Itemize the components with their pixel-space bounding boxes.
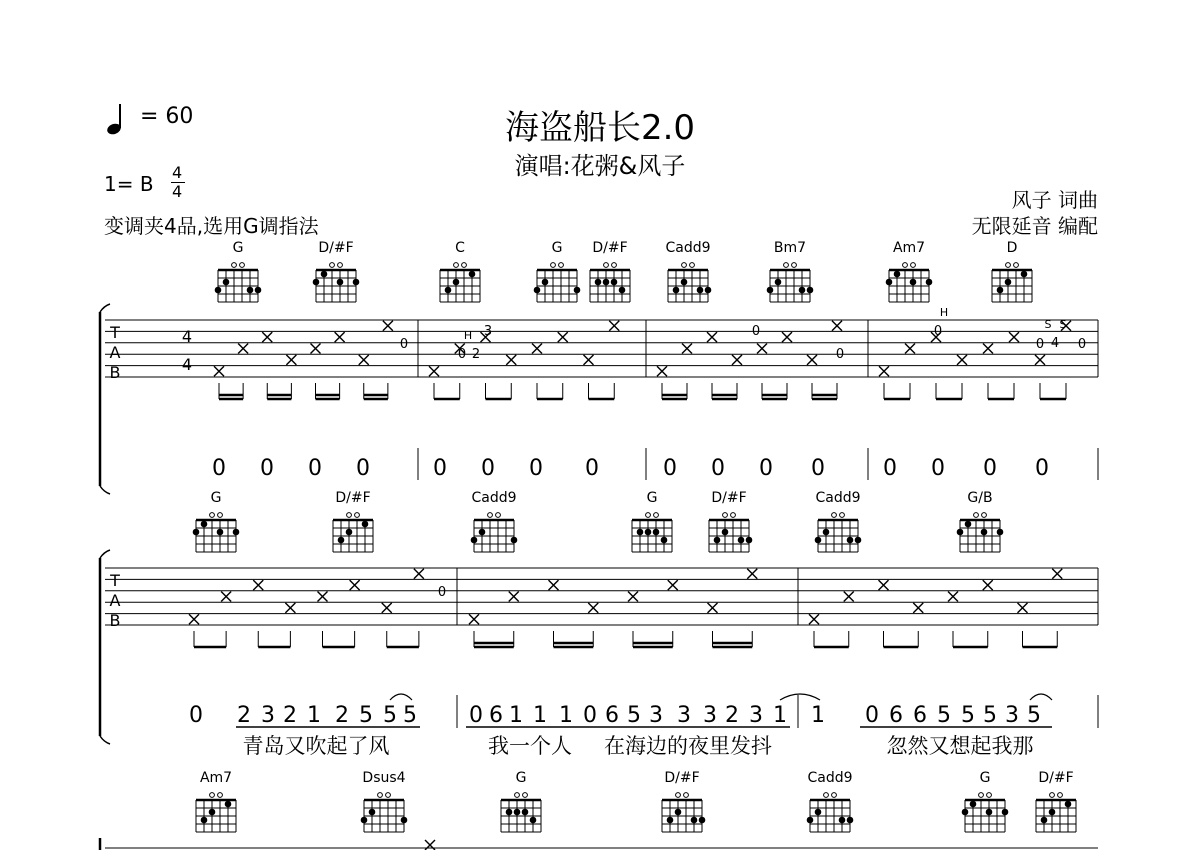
numbered-note: 0 (469, 703, 483, 728)
credit-lyrics: 风子 词曲 (1011, 188, 1098, 212)
numbered-note: 0 (663, 456, 677, 481)
chord-dot (986, 809, 993, 816)
numbered-note: 5 (983, 703, 997, 728)
chord-dot (847, 537, 854, 544)
chord-open-marker (218, 513, 223, 518)
chord-name: D/#F (318, 240, 354, 256)
chord-name: Dsus4 (362, 770, 406, 786)
tab-fret-number: 0 (457, 347, 467, 362)
numbered-note: 3 (649, 703, 663, 728)
chord-dot (815, 809, 822, 816)
chord-name: Cadd9 (815, 490, 861, 506)
chord-diagram (807, 793, 854, 832)
chord-dot (321, 271, 328, 278)
chord-dot (970, 801, 977, 808)
chord-diagram (815, 513, 862, 552)
numbered-note: 0 (189, 703, 203, 728)
chord-open-marker (210, 793, 215, 798)
chord-diagram (193, 513, 240, 552)
chord-dot (839, 817, 846, 824)
chord-open-marker (784, 263, 789, 268)
chord-dot (681, 279, 688, 286)
numbered-note: 6 (889, 703, 903, 728)
chord-dot (514, 809, 521, 816)
numbered-note: 5 (961, 703, 975, 728)
tab-letter: T (110, 571, 120, 590)
chord-open-marker (1050, 793, 1055, 798)
chord-open-marker (676, 793, 681, 798)
chord-dot (362, 521, 369, 528)
numbered-note: 0 (308, 456, 322, 481)
chord-name: D/#F (711, 490, 747, 506)
chord-open-marker (654, 513, 659, 518)
chord-diagram (471, 513, 518, 552)
chord-open-marker (232, 263, 237, 268)
numbered-note: 5 (359, 703, 373, 728)
numbered-note: 0 (759, 456, 773, 481)
chord-open-marker (386, 793, 391, 798)
chord-dot (469, 271, 476, 278)
chord-open-marker (515, 793, 520, 798)
numbered-note: 0 (260, 456, 274, 481)
chord-dot (522, 809, 529, 816)
numbered-note: 0 (212, 456, 226, 481)
chord-open-marker (824, 793, 829, 798)
chord-dot (957, 529, 964, 536)
chord-open-marker (1006, 263, 1011, 268)
numbered-note: 1 (559, 703, 573, 728)
chord-name: D/#F (335, 490, 371, 506)
chord-dot (346, 529, 353, 536)
tab-fret-number: 3 (483, 324, 493, 339)
chord-dot (799, 287, 806, 294)
numbered-note: 0 (433, 456, 447, 481)
chord-open-marker (551, 263, 556, 268)
tab-fret-number: 0 (437, 585, 447, 600)
numbered-note: 5 (1027, 703, 1041, 728)
chord-dot (1005, 279, 1012, 286)
numbered-note: 1 (533, 703, 547, 728)
chord-name: Am7 (892, 240, 926, 256)
chord-dot (225, 801, 232, 808)
chord-name: D/#F (664, 770, 700, 786)
chord-dot (619, 287, 626, 294)
chord-name: G (646, 490, 658, 506)
chord-dot (511, 537, 518, 544)
numbered-note: 0 (883, 456, 897, 481)
tab-letter: B (109, 363, 121, 382)
tab-fret-number: S (1059, 318, 1067, 331)
chord-dot (201, 521, 208, 528)
chord-dot (369, 809, 376, 816)
numbered-note: 0 (585, 456, 599, 481)
chord-dot (453, 279, 460, 286)
chord-diagram (590, 263, 630, 302)
chord-diagram (992, 263, 1032, 302)
numbered-note: 0 (529, 456, 543, 481)
chord-name: G (210, 490, 222, 506)
chord-open-marker (731, 513, 736, 518)
chord-dot (353, 279, 360, 286)
chord-dot (530, 817, 537, 824)
chord-dot (255, 287, 262, 294)
chord-dot (401, 817, 408, 824)
numbered-note: 3 (749, 703, 763, 728)
chord-dot (807, 287, 814, 294)
chord-dot (479, 529, 486, 536)
tab-fret-number: 0 (835, 347, 845, 362)
numbered-note: 5 (627, 703, 641, 728)
chord-open-marker (903, 263, 908, 268)
numbered-note: 0 (356, 456, 370, 481)
chord-open-marker (462, 263, 467, 268)
chord-open-marker (987, 793, 992, 798)
chord-dot (1002, 809, 1009, 816)
chord-dot (574, 287, 581, 294)
chord-dot (699, 817, 706, 824)
numbered-note: 2 (335, 703, 349, 728)
chord-dot (603, 279, 610, 286)
capo-note: 变调夹4品,选用G调指法 (104, 214, 319, 238)
chord-diagram (313, 263, 360, 302)
numbered-note: 1 (773, 703, 787, 728)
numbered-note: 0 (931, 456, 945, 481)
tab-fret-number: 0 (1035, 337, 1045, 352)
tab-fret-number: 0 (933, 324, 943, 339)
chord-diagram (361, 793, 408, 832)
tab-letter: B (109, 611, 121, 630)
chord-diagram (662, 793, 705, 832)
tab-fret-number: S (1044, 318, 1052, 331)
chord-name: G/B (967, 490, 993, 506)
chord-open-marker (684, 793, 689, 798)
chord-name: Cadd9 (665, 240, 711, 256)
numbered-note: 1 (509, 703, 523, 728)
chord-dot (471, 537, 478, 544)
chord-dot (247, 287, 254, 294)
chord-dot (910, 279, 917, 286)
numbered-note: 0 (711, 456, 725, 481)
chord-name: Cadd9 (471, 490, 517, 506)
chord-dot (855, 537, 862, 544)
chord-dot (1065, 801, 1072, 808)
chord-dot (506, 809, 513, 816)
numbered-note: 5 (937, 703, 951, 728)
tie-arc (1030, 694, 1052, 700)
chord-dot (1049, 809, 1056, 816)
chord-diagram (333, 513, 373, 552)
chord-open-marker (496, 513, 501, 518)
chord-dot (847, 817, 854, 824)
numbered-note: 2 (725, 703, 739, 728)
chord-diagram (440, 263, 480, 302)
chord-diagram (215, 263, 262, 302)
chord-diagram (632, 513, 672, 552)
numbered-note: 3 (1005, 703, 1019, 728)
numbered-note: 0 (983, 456, 997, 481)
chord-diagram (501, 793, 541, 832)
chord-dot (667, 817, 674, 824)
chord-dot (1041, 817, 1048, 824)
chord-open-marker (1058, 793, 1063, 798)
chord-diagram (196, 793, 236, 832)
chord-open-marker (355, 513, 360, 518)
chord-open-marker (792, 263, 797, 268)
chord-open-marker (832, 513, 837, 518)
time-signature-top: 4 (172, 163, 183, 182)
chord-dot (223, 279, 230, 286)
chord-dot (815, 537, 822, 544)
chord-open-marker (840, 513, 845, 518)
chord-dot (675, 809, 682, 816)
chord-open-marker (1014, 263, 1019, 268)
chord-dot (767, 287, 774, 294)
chord-open-marker (454, 263, 459, 268)
system-bracket-hook (100, 304, 110, 312)
tab-fret-number: 2 (471, 347, 481, 362)
tab-fret-number: H (463, 329, 473, 342)
chord-dot (894, 271, 901, 278)
chord-name: D/#F (1038, 770, 1074, 786)
chord-dot (714, 537, 721, 544)
chord-name: G (232, 240, 244, 256)
numbered-note: 3 (677, 703, 691, 728)
chord-dot (611, 279, 618, 286)
chord-dot (338, 537, 345, 544)
tie-arc (390, 694, 412, 700)
numbered-note: 0 (811, 456, 825, 481)
system-bracket-hook (100, 736, 110, 744)
chord-dot (926, 279, 933, 286)
chord-diagram (709, 513, 752, 552)
tab-fret-number: 0 (751, 324, 761, 339)
numbered-note: 3 (703, 703, 717, 728)
chord-open-marker (723, 513, 728, 518)
numbered-note: 2 (237, 703, 251, 728)
chord-open-marker (559, 263, 564, 268)
chord-dot (209, 809, 216, 816)
chord-name: Am7 (199, 770, 233, 786)
chord-dot (653, 529, 660, 536)
song-title: 海盗船长2.0 (504, 108, 696, 148)
chord-open-marker (210, 513, 215, 518)
chord-dot (981, 529, 988, 536)
tab-fret-number: H (939, 306, 949, 319)
numbered-note: 1 (307, 703, 321, 728)
numbered-note: 6 (913, 703, 927, 728)
chord-dot (997, 287, 1004, 294)
singer-line: 演唱:花粥&风子 (514, 152, 686, 180)
chord-dot (661, 537, 668, 544)
chord-name: D/#F (592, 240, 628, 256)
chord-dot (337, 279, 344, 286)
tab-letter: T (110, 323, 120, 342)
chord-diagram (668, 263, 711, 302)
numbered-note: 5 (403, 703, 417, 728)
chord-diagram (767, 263, 814, 302)
chord-open-marker (682, 263, 687, 268)
chord-name: G (979, 770, 991, 786)
numbered-note: 6 (605, 703, 619, 728)
chord-open-marker (974, 513, 979, 518)
numbered-note: 0 (481, 456, 495, 481)
chord-open-marker (330, 263, 335, 268)
chord-open-marker (378, 793, 383, 798)
credit-arrange: 无限延音 编配 (971, 214, 1098, 238)
chord-dot (722, 529, 729, 536)
tab-fret-number: 0 (399, 337, 409, 352)
lyric-line: 我一个人 (488, 734, 572, 758)
chord-dot (313, 279, 320, 286)
chord-dot (645, 529, 652, 536)
chord-dot (965, 521, 972, 528)
time-signature-bottom: 4 (172, 182, 183, 201)
chord-name: G (551, 240, 563, 256)
chord-dot (823, 529, 830, 536)
chord-diagram (1036, 793, 1076, 832)
key-signature: 1= B (104, 172, 154, 196)
chord-dot (746, 537, 753, 544)
chord-diagram (957, 513, 1004, 552)
chord-diagram (886, 263, 933, 302)
chord-name: G (515, 770, 527, 786)
chord-dot (637, 529, 644, 536)
numbered-note: 2 (283, 703, 297, 728)
chord-name: D (1006, 240, 1018, 256)
chord-open-marker (612, 263, 617, 268)
numbered-note: 0 (865, 703, 879, 728)
chord-dot (193, 529, 200, 536)
tab-letter: A (109, 343, 121, 362)
chord-dot (233, 529, 240, 536)
tab-time-sig-top: 4 (181, 327, 193, 346)
chord-dot (217, 529, 224, 536)
numbered-note: 5 (383, 703, 397, 728)
chord-open-marker (240, 263, 245, 268)
chord-open-marker (690, 263, 695, 268)
chord-dot (445, 287, 452, 294)
chord-open-marker (979, 793, 984, 798)
chord-open-marker (347, 513, 352, 518)
chord-dot (215, 287, 222, 294)
tab-time-sig-bottom: 4 (181, 355, 193, 374)
chord-open-marker (488, 513, 493, 518)
tempo-value: = 60 (140, 104, 194, 129)
chord-dot (997, 529, 1004, 536)
numbered-note: 3 (261, 703, 275, 728)
chord-dot (886, 279, 893, 286)
chord-open-marker (218, 793, 223, 798)
lyric-line: 青岛又吹起了风 (242, 734, 390, 758)
chord-diagram (962, 793, 1009, 832)
chord-open-marker (523, 793, 528, 798)
chord-open-marker (982, 513, 987, 518)
tab-fret-number: 0 (1077, 337, 1087, 352)
chord-dot (361, 817, 368, 824)
chord-name: Bm7 (773, 240, 807, 256)
chord-open-marker (911, 263, 916, 268)
numbered-note: 0 (583, 703, 597, 728)
chord-dot (738, 537, 745, 544)
system-bracket-hook (100, 486, 110, 494)
chord-dot (673, 287, 680, 294)
chord-name: C (455, 240, 465, 256)
chord-dot (542, 279, 549, 286)
chord-dot (962, 809, 969, 816)
chord-diagram (534, 263, 581, 302)
chord-open-marker (338, 263, 343, 268)
chord-dot (775, 279, 782, 286)
tab-fret-number: 4 (1050, 336, 1060, 351)
chord-open-marker (646, 513, 651, 518)
chord-dot (691, 817, 698, 824)
chord-dot (807, 817, 814, 824)
chord-dot (534, 287, 541, 294)
chord-dot (201, 817, 208, 824)
tie-arc (780, 694, 820, 700)
numbered-note: 0 (1035, 456, 1049, 481)
lyric-line: 忽然又想起我那 (886, 734, 1034, 758)
lyric-line: 在海边的夜里发抖 (604, 734, 772, 758)
tab-letter: A (109, 591, 121, 610)
chord-open-marker (604, 263, 609, 268)
chord-name: Cadd9 (807, 770, 853, 786)
numbered-note: 1 (811, 703, 825, 728)
chord-open-marker (832, 793, 837, 798)
numbered-note: 6 (489, 703, 503, 728)
chord-dot (1021, 271, 1028, 278)
chord-dot (595, 279, 602, 286)
chord-dot (705, 287, 712, 294)
system-bracket-hook (100, 550, 110, 558)
chord-dot (697, 287, 704, 294)
